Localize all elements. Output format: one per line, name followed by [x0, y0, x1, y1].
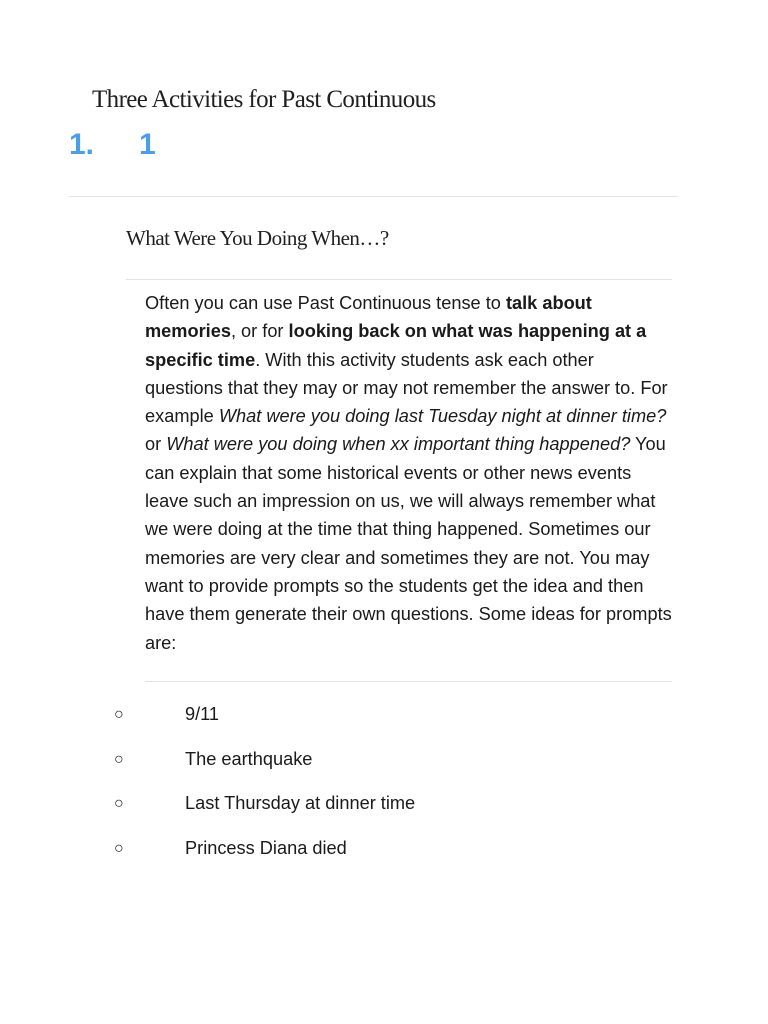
paragraph-italic-run: What were you doing when xx important thing happened?: [166, 434, 631, 455]
paragraph-text-run: You can explain that some historical events or other news events leave such an impression on us, we will always remember what we were doing at the time that thing happened. Sometimes our memories are very clear and sometimes they are not. You may want to provide prompts so the students get the idea and then have them generate their own questions. Some ideas for prompts are:: [145, 434, 672, 653]
heading-number-primary: 1.: [69, 128, 95, 161]
paragraph-bold-run: talk about memories: [145, 293, 592, 342]
circle-bullet-icon: ○: [114, 706, 124, 723]
paragraph-text-run: Often you can use Past Continuous tense to: [145, 293, 506, 313]
prompt-text: Last Thursday at dinner time: [185, 793, 416, 814]
divider-top: [69, 196, 677, 197]
section-heading: What Were You Doing When…?: [126, 226, 389, 250]
paragraph-bold-run: looking back on what was happening at a specific time: [145, 321, 647, 370]
prompt-text: Princess Diana died: [185, 838, 347, 859]
divider-section: [126, 279, 672, 280]
paragraph-text-run: or: [145, 434, 167, 455]
document-title: Three Activities for Past Continuous: [92, 86, 436, 113]
paragraph-text-run: . With this activity students ask each other questions that they may or may not remember the answer to. For example: [145, 349, 668, 427]
prompt-text: The earthquake: [185, 748, 313, 769]
circle-bullet-icon: ○: [114, 795, 124, 813]
paragraph-text-run: , or for: [230, 321, 289, 342]
circle-bullet-icon: ○: [114, 750, 124, 768]
divider-paragraph: [145, 681, 672, 682]
prompt-text: 9/11: [185, 704, 220, 724]
paragraph-italic-run: What were you doing last Tuesday night at dinner time?: [218, 406, 667, 427]
circle-bullet-icon: ○: [114, 840, 124, 858]
heading-number-row: [69, 128, 156, 162]
body-paragraph: [145, 289, 675, 657]
heading-number-secondary: 1: [139, 128, 156, 161]
